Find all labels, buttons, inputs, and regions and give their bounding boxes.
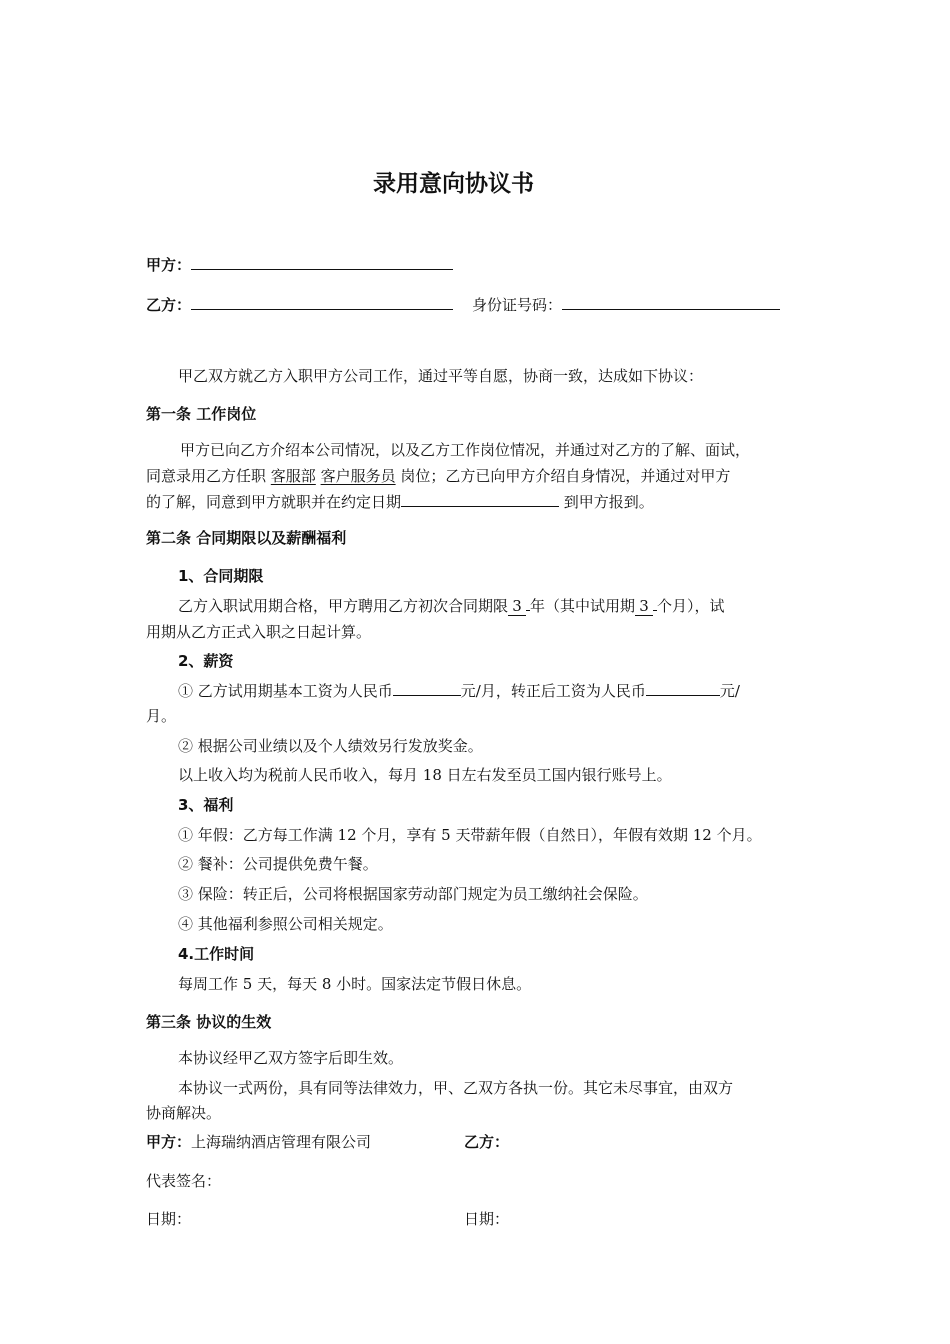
salary-text-a: ① 乙方试用期基本工资为人民币	[178, 682, 393, 700]
sign-date-a-label: 日期：	[146, 1210, 192, 1228]
section-salary: 2、薪资	[178, 652, 234, 670]
article-1-heading: 第一条 工作岗位	[146, 405, 257, 423]
salary-line-2: 月。	[146, 707, 177, 725]
id-number-blank[interactable]	[562, 295, 780, 310]
salary-text-c: 元/	[719, 682, 740, 700]
contract-years-value: 3	[508, 597, 526, 616]
contract-term-text-b: 年（其中试用期	[530, 597, 636, 615]
article-3-heading: 第三条 协议的生效	[146, 1013, 272, 1031]
contract-term-text-c: 个月），试	[657, 597, 725, 615]
section-benefits: 3、福利	[178, 796, 234, 814]
benefit-insurance: ③ 保险：转正后，公司将根据国家劳动部门规定为员工缴纳社会保险。	[178, 885, 648, 903]
article-1-line-3	[146, 491, 654, 512]
effect-text-1: 本协议经甲乙双方签字后即生效。	[178, 1049, 404, 1067]
article-2-heading: 第二条 合同期限以及薪酬福利	[146, 529, 347, 547]
benefit-meal: ② 餐补：公司提供免费午餐。	[178, 855, 378, 873]
effect-text-2-cont: 协商解决。	[146, 1104, 222, 1122]
article-1-line-2-b: 岗位；乙方已向甲方介绍自身情况，并通过对甲方	[400, 467, 731, 485]
id-number-row	[472, 294, 780, 315]
section-contract-term: 1、合同期限	[178, 567, 264, 585]
benefit-annual-leave: ① 年假：乙方每工作满 12 个月，享有 5 天带薪年假（自然日），年假有效期 12 个月。	[178, 826, 762, 844]
sign-date-b-label: 日期：	[464, 1210, 510, 1228]
party-b-blank[interactable]	[191, 295, 453, 310]
intro-text: 甲乙双方就乙方入职甲方公司工作，通过平等自愿，协商一致，达成如下协议：	[178, 367, 704, 385]
work-hours-text: 每周工作 5 天，每天 8 小时。国家法定节假日休息。	[178, 975, 532, 993]
contract-term-line-1	[178, 595, 725, 616]
probation-salary-blank[interactable]	[393, 681, 461, 696]
sign-party-b-label: 乙方：	[464, 1133, 510, 1151]
salary-text-b: 元/月，转正后工资为人民币	[460, 682, 646, 700]
regular-salary-blank[interactable]	[646, 681, 720, 696]
position-value: 客户服务员	[320, 467, 396, 485]
article-1-line-1: 甲方已向乙方介绍本公司情况，以及乙方工作岗位情况，并通过对乙方的了解、面试，	[180, 441, 751, 459]
sign-party-a-label: 甲方：	[146, 1133, 192, 1151]
representative-signature-label: 代表签名：	[146, 1172, 222, 1190]
sign-party-a-company: 上海瑞纳酒店管理有限公司	[191, 1133, 372, 1151]
party-b-label: 乙方：	[146, 296, 192, 314]
article-1-line-2-a: 同意录用乙方任职	[146, 467, 267, 485]
party-a-row	[146, 254, 453, 275]
contract-term-line-2: 用期从乙方正式入职之日起计算。	[146, 623, 372, 641]
article-1-line-3-b: 到甲方报到。	[563, 493, 654, 511]
contract-term-text-a: 乙方入职试用期合格，甲方聘用乙方初次合同期限	[178, 597, 509, 615]
id-number-label: 身份证号码：	[472, 296, 563, 314]
salary-bonus: ② 根据公司业绩以及个人绩效另行发放奖金。	[178, 737, 483, 755]
department-value: 客服部	[270, 467, 316, 485]
party-b-row	[146, 294, 453, 315]
sign-party-a	[146, 1131, 371, 1152]
article-1-line-3-a: 的了解，同意到甲方就职并在约定日期	[146, 493, 402, 511]
probation-months-value: 3	[635, 597, 653, 616]
section-work-hours: 4.工作时间	[178, 945, 255, 963]
benefit-other: ④ 其他福利参照公司相关规定。	[178, 915, 393, 933]
party-a-blank[interactable]	[191, 255, 453, 270]
article-1-line-2	[146, 465, 730, 486]
party-a-label: 甲方：	[146, 256, 192, 274]
effect-text-2: 本协议一式两份，具有同等法律效力，甲、乙双方各执一份。其它未尽事宜，由双方	[178, 1079, 734, 1097]
salary-line-1	[178, 680, 740, 701]
salary-payment-note: 以上收入均为税前人民币收入，每月 18 日左右发至员工国内银行账号上。	[178, 766, 672, 784]
report-date-blank[interactable]	[401, 492, 559, 507]
document-title: 录用意向协议书	[373, 171, 534, 197]
